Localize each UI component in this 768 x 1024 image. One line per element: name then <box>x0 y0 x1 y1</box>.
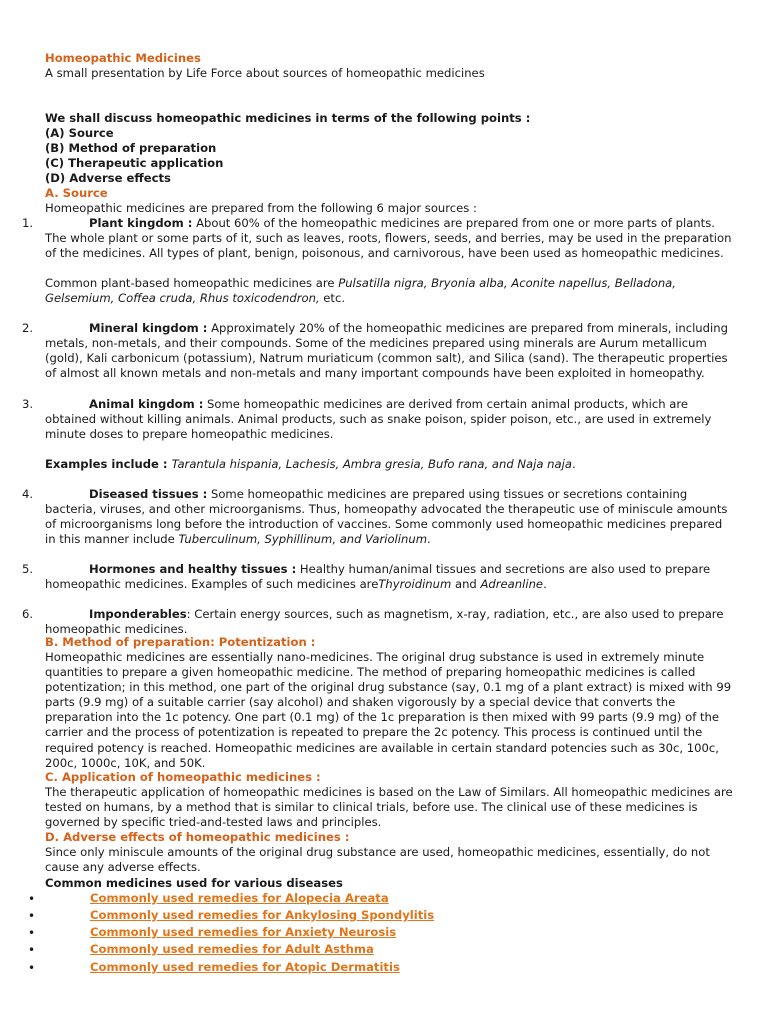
link-ankylosing-spondylitis[interactable]: Commonly used remedies for Ankylosing Spondylitis <box>90 908 435 922</box>
section-b-heading: B. Method of preparation: Potentization : <box>45 635 316 649</box>
item-suffix: . <box>543 577 547 592</box>
point-c: (C) Therapeutic application <box>45 156 224 170</box>
item-italic-2: Adreanline <box>480 577 544 592</box>
animal-examples-list: Tarantula hispania, Lachesis, Ambra gresia, Bufo rana, and Naja naja <box>171 457 572 471</box>
intro-heading: We shall discuss homeopathic medicines in terms of the following points : <box>45 111 531 125</box>
item-diseased-tissues <box>45 487 735 547</box>
item-hormones <box>45 562 735 592</box>
item-number: 6. <box>22 607 34 621</box>
bullet-icon: • <box>28 961 36 975</box>
item-text: Some homeopathic medicines are prepared using tissues or secretions containing bacteria, viruses, and other microorganisms. Thus, homeopathy advocated the therapeutic use of miniscule amounts of microorganisms long before the introduction of vaccines. Some commonly used homeopathic medicines prepared in this manner include <box>45 487 728 547</box>
plant-examples-suffix: etc. <box>319 291 346 306</box>
item-suffix: . <box>427 532 431 547</box>
plant-examples <box>45 276 735 306</box>
point-d: (D) Adverse effects <box>45 171 171 185</box>
item-text: Some homeopathic medicines are derived from certain animal products, which are obtained without killing animals. Animal products, such as snake poison, spider poison, etc., are used in extremely minute doses to prepare homeopathic medicines. <box>45 397 712 442</box>
item-label: Mineral kingdom : <box>89 321 208 335</box>
item-italic: Tuberculinum, Syphillinum, and Variolinum <box>178 532 427 547</box>
bullet-icon: • <box>28 892 36 906</box>
link-anxiety-neurosis[interactable]: Commonly used remedies for Anxiety Neurosis <box>90 925 397 939</box>
item-mineral-kingdom <box>45 321 735 381</box>
section-b-body: Homeopathic medicines are essentially nano-medicines. The original drug substance is used in extremely minute quantities to prepare a given homeopathic medicine. The method of preparing homeopathic medicines is called potentization; in this method, one part of the original drug substance (say, 0.1 mg of a plant extract) is mixed with 99 parts (9.9 mg) of a suitable carrier (say alcohol) and shaken vigorously by a special device that converts the preparation into the 1c potency. One part (0.1 mg) of the 1c preparation is then mixed with 99 parts (9.9 mg) of the carrier and the process of potentization is repeated to prepare the 2c potency. This process is continued until the required potency is reached. Homeopathic medicines are available in certain standard potencies such as 30c, 100c, 200c, 1000c, 10K, and 50K. <box>45 650 732 770</box>
item-label: Hormones and healthy tissues : <box>89 562 297 576</box>
item-text: Approximately 20% of the homeopathic medicines are prepared from minerals, including metals, non-metals, and their compounds. Some of the medicines prepared using minerals are Aurum metallicum (gold), Kali carbonicum (potassium), Natrum muriaticum (common salt), and Silica (sand). The therapeutic properties of almost all known metals and non-metals and many important compounds have been exploited in homeopathy. <box>45 321 728 381</box>
item-label: Plant kingdom : <box>89 216 193 230</box>
animal-examples <box>45 457 735 472</box>
item-label: Imponderables <box>89 607 187 621</box>
link-adult-asthma[interactable]: Commonly used remedies for Adult Asthma <box>90 942 374 956</box>
item-italic: Thyroidinum <box>378 577 452 592</box>
item-label: Diseased tissues : <box>89 487 208 501</box>
link-atopic-dermatitis[interactable]: Commonly used remedies for Atopic Dermatitis <box>90 960 400 974</box>
point-a: (A) Source <box>45 126 114 140</box>
section-d-heading: D. Adverse effects of homeopathic medicines : <box>45 830 350 844</box>
item-number: 2. <box>22 321 34 335</box>
item-mid: and <box>451 577 481 592</box>
doc-subtitle: A small presentation by Life Force about sources of homeopathic medicines <box>45 66 485 80</box>
section-d-body: Since only miniscule amounts of the original drug substance are used, homeopathic medicines, essentially, do not cause any adverse effects. <box>45 845 710 875</box>
item-number: 4. <box>22 487 34 501</box>
item-number: 1. <box>22 216 34 230</box>
item-number: 3. <box>22 397 34 411</box>
bullet-icon: • <box>28 943 36 957</box>
item-label: Animal kingdom : <box>89 397 204 411</box>
common-heading: Common medicines used for various diseases <box>45 876 343 890</box>
item-text: : Certain energy sources, such as magnetism, x-ray, radiation, etc., are also used to prepare homeopathic medicines. <box>45 607 724 637</box>
item-text: About 60% of the homeopathic medicines are prepared from one or more parts of plants. The whole plant or some parts of it, such as leaves, roots, flowers, seeds, and berries, may be used in the preparation of the medicines. All types of plant, benign, poisonous, and carnivorous, have been used as homeopathic medicines. <box>45 216 732 261</box>
bullet-icon: • <box>28 926 36 940</box>
plant-examples-list: Pulsatilla nigra, Bryonia alba, Aconite napellus, Belladona, Gelsemium, Coffea cruda, Rhus toxicodendron, <box>45 276 676 306</box>
item-imponderables <box>45 607 735 637</box>
point-b: (B) Method of preparation <box>45 141 217 155</box>
item-animal-kingdom <box>45 397 735 442</box>
link-alopecia-areata[interactable]: Commonly used remedies for Alopecia Areata <box>90 891 389 905</box>
doc-title: Homeopathic Medicines <box>45 51 201 65</box>
section-a-lead: Homeopathic medicines are prepared from the following 6 major sources : <box>45 201 477 215</box>
bullet-icon: • <box>28 909 36 923</box>
item-number: 5. <box>22 562 34 576</box>
section-c-body: The therapeutic application of homeopathic medicines is based on the Law of Similars. All homeopathic medicines are tested on humans, by a method that is similar to clinical trials, before use. The clinical use of these medicines is governed by specific tried-and-tested laws and principles. <box>45 785 733 830</box>
animal-examples-label: Examples include : <box>45 457 172 471</box>
item-plant-kingdom <box>45 216 735 261</box>
section-c-heading: C. Application of homeopathic medicines : <box>45 770 321 784</box>
animal-examples-suffix: . <box>571 457 576 471</box>
item-text: Healthy human/animal tissues and secretions are also used to prepare homeopathic medicines. Examples of such medicines are <box>45 562 711 592</box>
section-a-heading: A. Source <box>45 186 108 200</box>
plant-examples-prefix: Common plant-based homeopathic medicines are <box>45 276 339 290</box>
